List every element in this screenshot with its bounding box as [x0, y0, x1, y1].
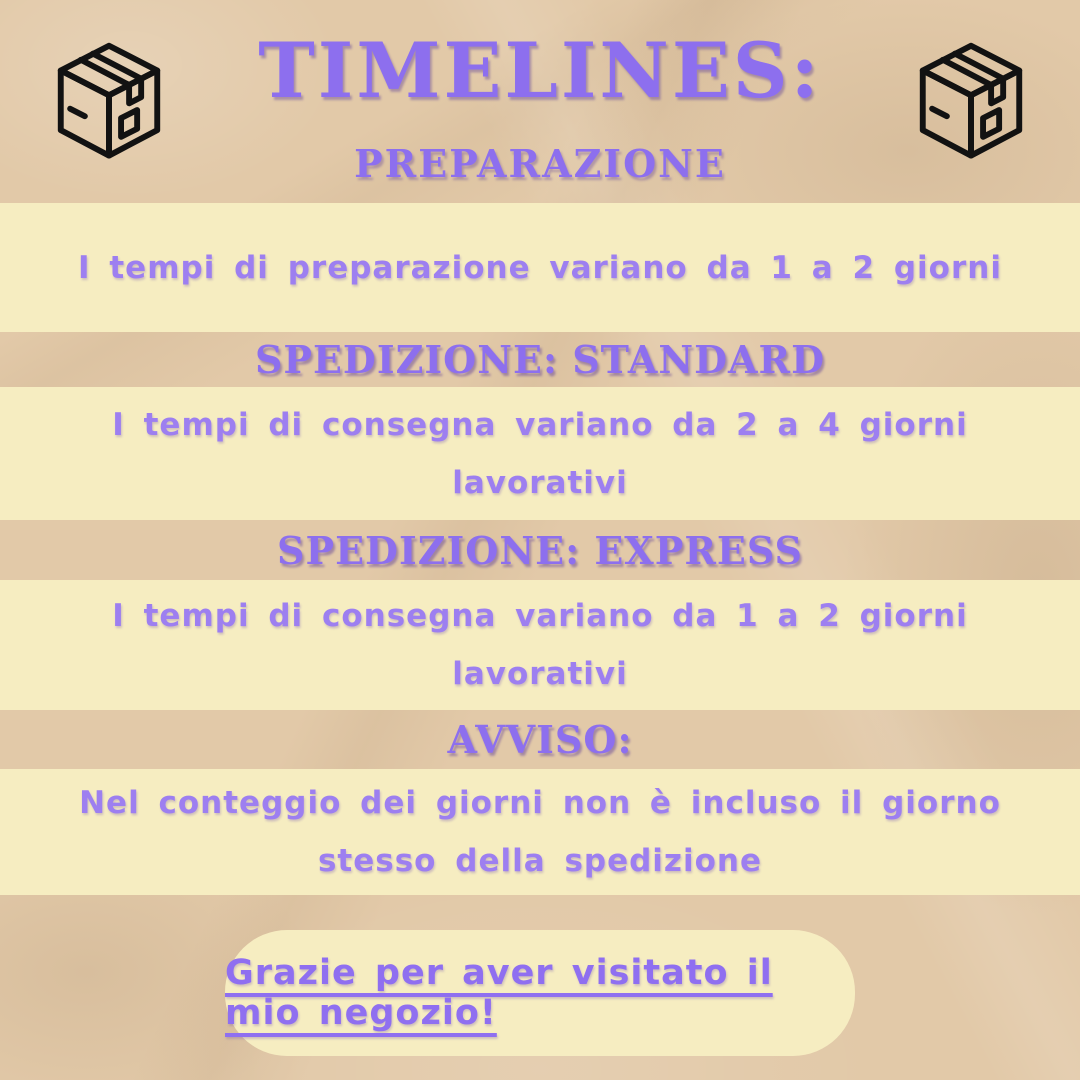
- section-spedizione-standard-band: [0, 387, 1080, 520]
- section-heading: SPEDIZIONE: STANDARD: [254, 337, 826, 382]
- footer: [0, 895, 1080, 1080]
- thank-you-pill: [225, 930, 855, 1056]
- page-title: TIMELINES:: [258, 26, 822, 115]
- package-box-icon: [42, 28, 176, 176]
- section-body: I tempi di preparazione variano da 1 a 2 giorni: [78, 249, 1002, 286]
- section-avviso-strip: [0, 710, 1080, 769]
- page-subtitle: PREPARAZIONE: [354, 141, 726, 186]
- section-spedizione-standard-strip: [0, 332, 1080, 387]
- section-body: I tempi di consegna variano da 2 a 4 giorni lavorativi: [112, 406, 968, 501]
- section-spedizione-express-strip: [0, 520, 1080, 580]
- section-heading: AVVISO:: [447, 717, 633, 762]
- section-preparazione-band: [0, 203, 1080, 332]
- thank-you-message: Grazie per aver visitato il mio negozio!: [225, 953, 773, 1033]
- section-avviso-band: [0, 769, 1080, 895]
- package-box-icon: [904, 28, 1038, 176]
- section-heading: SPEDIZIONE: EXPRESS: [277, 527, 803, 573]
- header: [0, 0, 1080, 203]
- section-body: I tempi di consegna variano da 1 a 2 giorni lavorativi: [112, 598, 968, 692]
- section-spedizione-express-band: [0, 580, 1080, 710]
- section-body: Nel conteggio dei giorni non è incluso il giorno stesso della spedizione: [79, 785, 1001, 879]
